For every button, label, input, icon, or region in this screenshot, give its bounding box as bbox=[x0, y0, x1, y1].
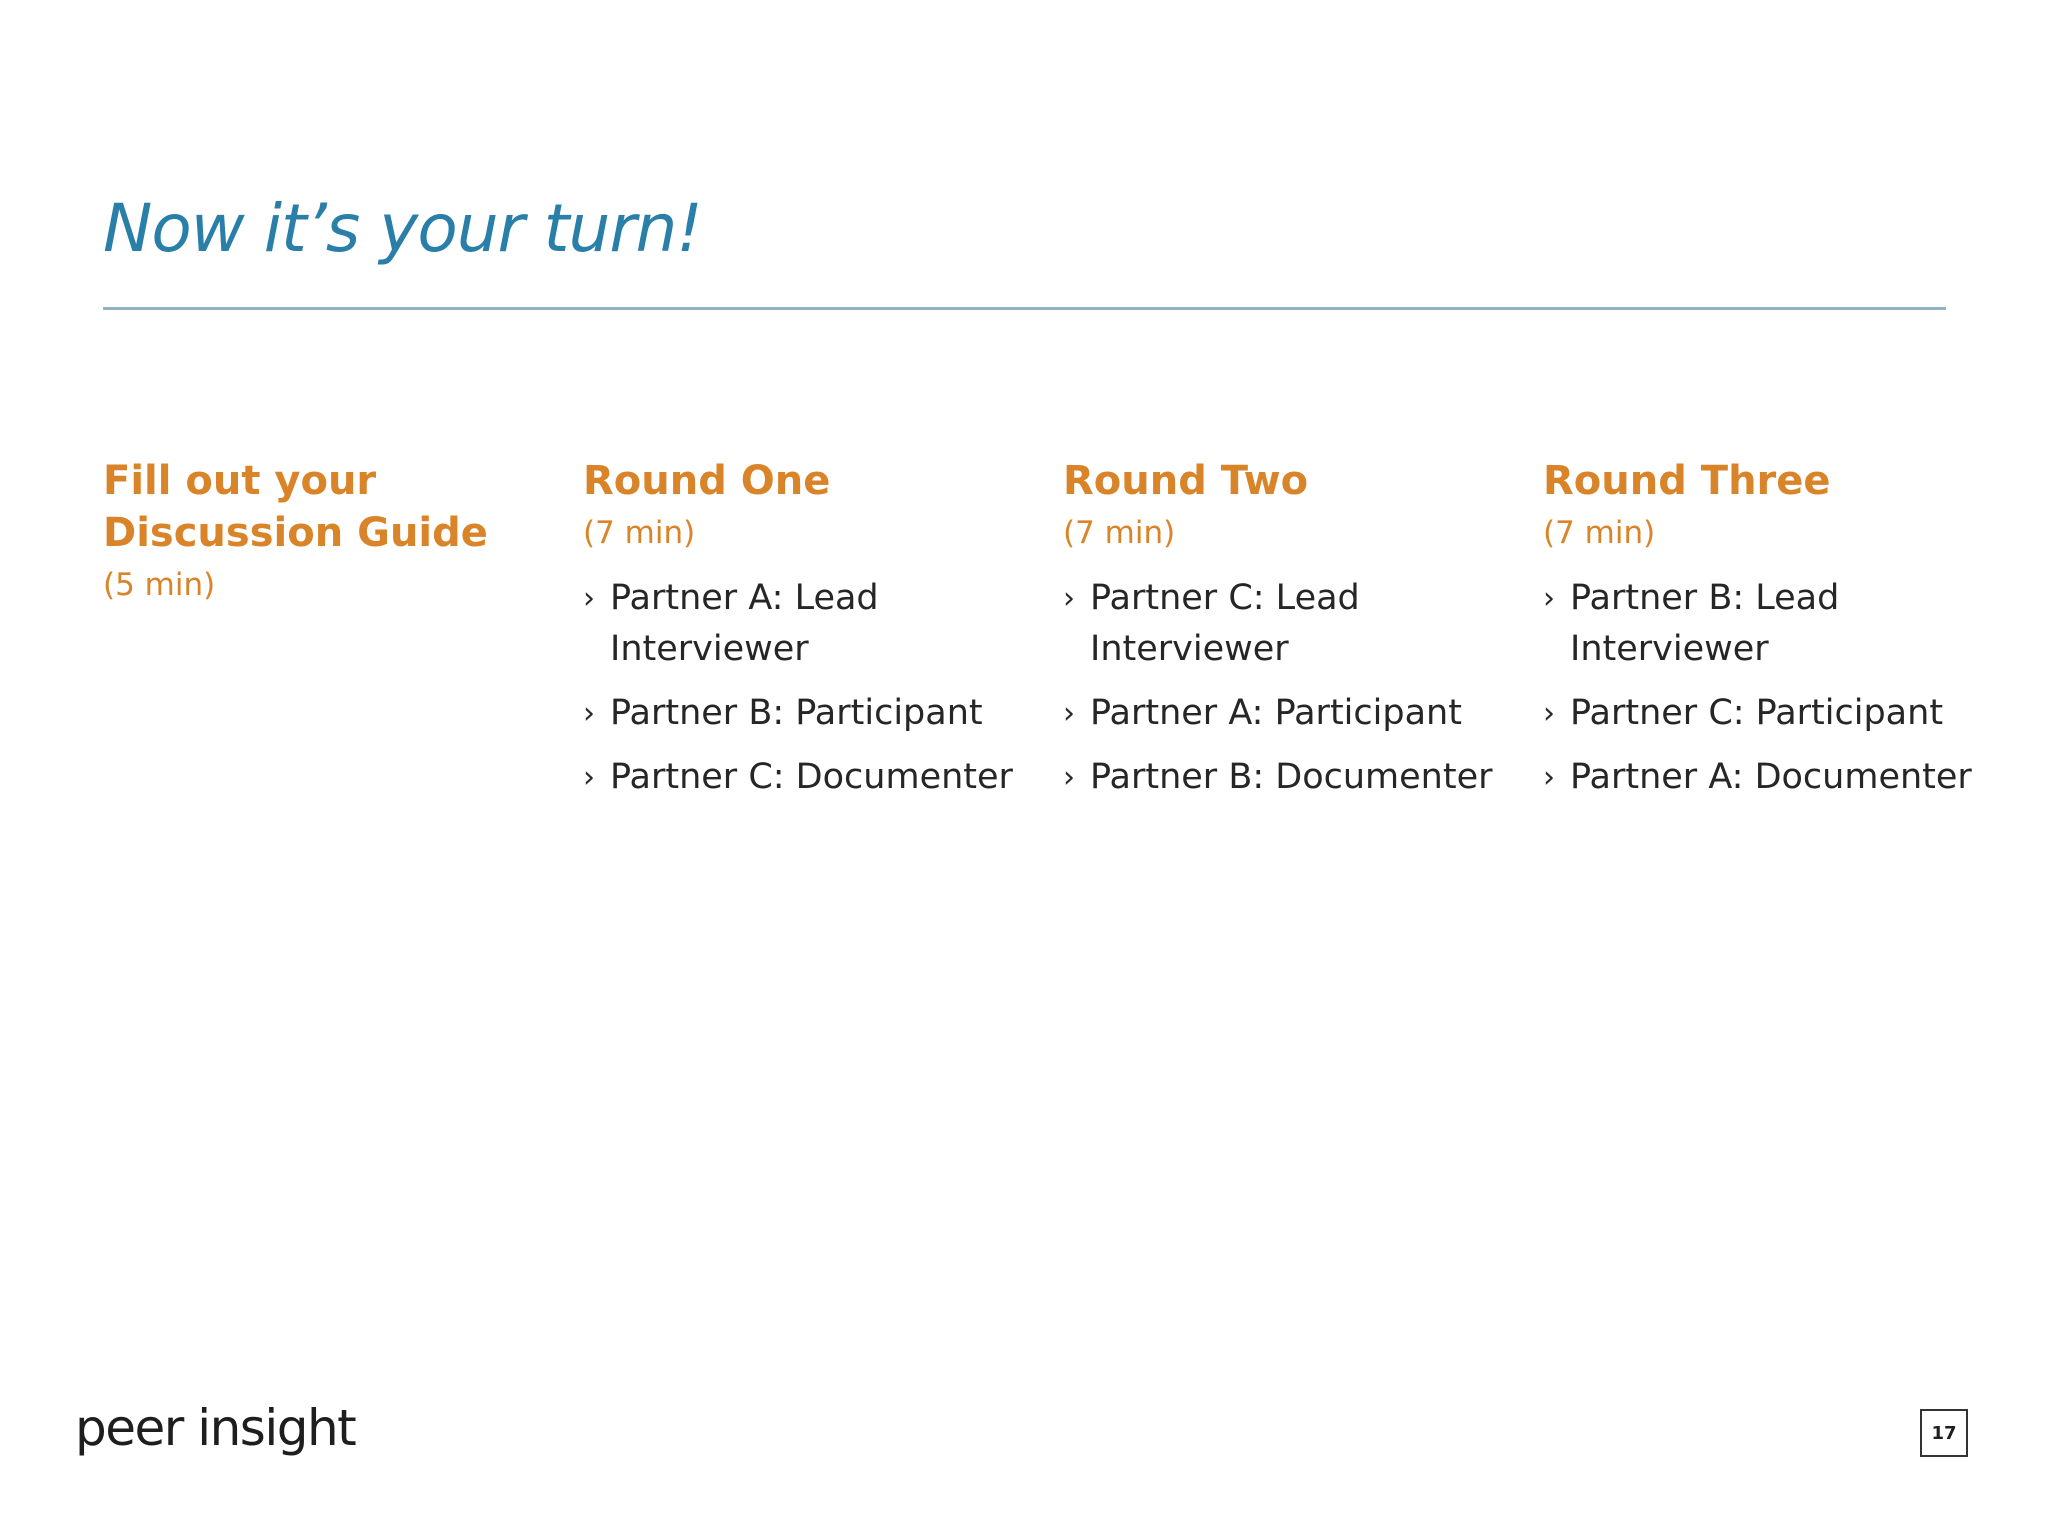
list-item bbox=[583, 688, 1043, 739]
chevron-right-icon: › bbox=[583, 696, 595, 731]
title-divider bbox=[103, 307, 1946, 310]
chevron-right-icon: › bbox=[1063, 696, 1075, 731]
page-number: 17 bbox=[1920, 1409, 1968, 1457]
column-heading: Fill out your Discussion Guide bbox=[103, 458, 488, 556]
bullet-text: Partner C: Lead Interviewer bbox=[1090, 578, 1360, 669]
bullet-text: Partner B: Lead Interviewer bbox=[1570, 578, 1840, 669]
bullet-text: Partner B: Documenter bbox=[1090, 757, 1493, 797]
chevron-right-icon: › bbox=[1543, 581, 1555, 616]
chevron-right-icon: › bbox=[1063, 760, 1075, 795]
list-item bbox=[1543, 752, 2023, 803]
company-logo: peer insight bbox=[75, 1399, 356, 1457]
column-discussion-guide bbox=[103, 455, 523, 611]
column-duration: (7 min) bbox=[1543, 515, 1656, 551]
bullet-list bbox=[583, 573, 1043, 803]
slide-title: Now it’s your turn! bbox=[103, 190, 702, 267]
list-item bbox=[1543, 688, 2023, 739]
list-item bbox=[583, 752, 1043, 803]
column-duration: (5 min) bbox=[103, 567, 216, 603]
column-duration: (7 min) bbox=[1063, 515, 1176, 551]
bullet-text: Partner B: Participant bbox=[610, 693, 983, 733]
list-item bbox=[1063, 752, 1523, 803]
column-round-one bbox=[583, 455, 1043, 816]
bullet-text: Partner A: Lead Interviewer bbox=[610, 578, 879, 669]
bullet-list bbox=[1063, 573, 1523, 803]
bullet-text: Partner C: Documenter bbox=[610, 757, 1013, 797]
bullet-text: Partner A: Documenter bbox=[1570, 757, 1972, 797]
list-item bbox=[1543, 573, 1870, 675]
column-duration: (7 min) bbox=[583, 515, 696, 551]
column-heading: Round Two bbox=[1063, 458, 1309, 504]
list-item bbox=[1063, 688, 1523, 739]
chevron-right-icon: › bbox=[1543, 760, 1555, 795]
bullet-text: Partner A: Participant bbox=[1090, 693, 1462, 733]
chevron-right-icon: › bbox=[583, 581, 595, 616]
chevron-right-icon: › bbox=[1063, 581, 1075, 616]
list-item bbox=[583, 573, 910, 675]
column-round-two bbox=[1063, 455, 1523, 816]
column-heading: Round Three bbox=[1543, 458, 1831, 504]
chevron-right-icon: › bbox=[583, 760, 595, 795]
column-round-three bbox=[1543, 455, 2023, 816]
bullet-list bbox=[1543, 573, 2023, 803]
chevron-right-icon: › bbox=[1543, 696, 1555, 731]
bullet-text: Partner C: Participant bbox=[1570, 693, 1944, 733]
column-heading: Round One bbox=[583, 458, 831, 504]
list-item bbox=[1063, 573, 1390, 675]
